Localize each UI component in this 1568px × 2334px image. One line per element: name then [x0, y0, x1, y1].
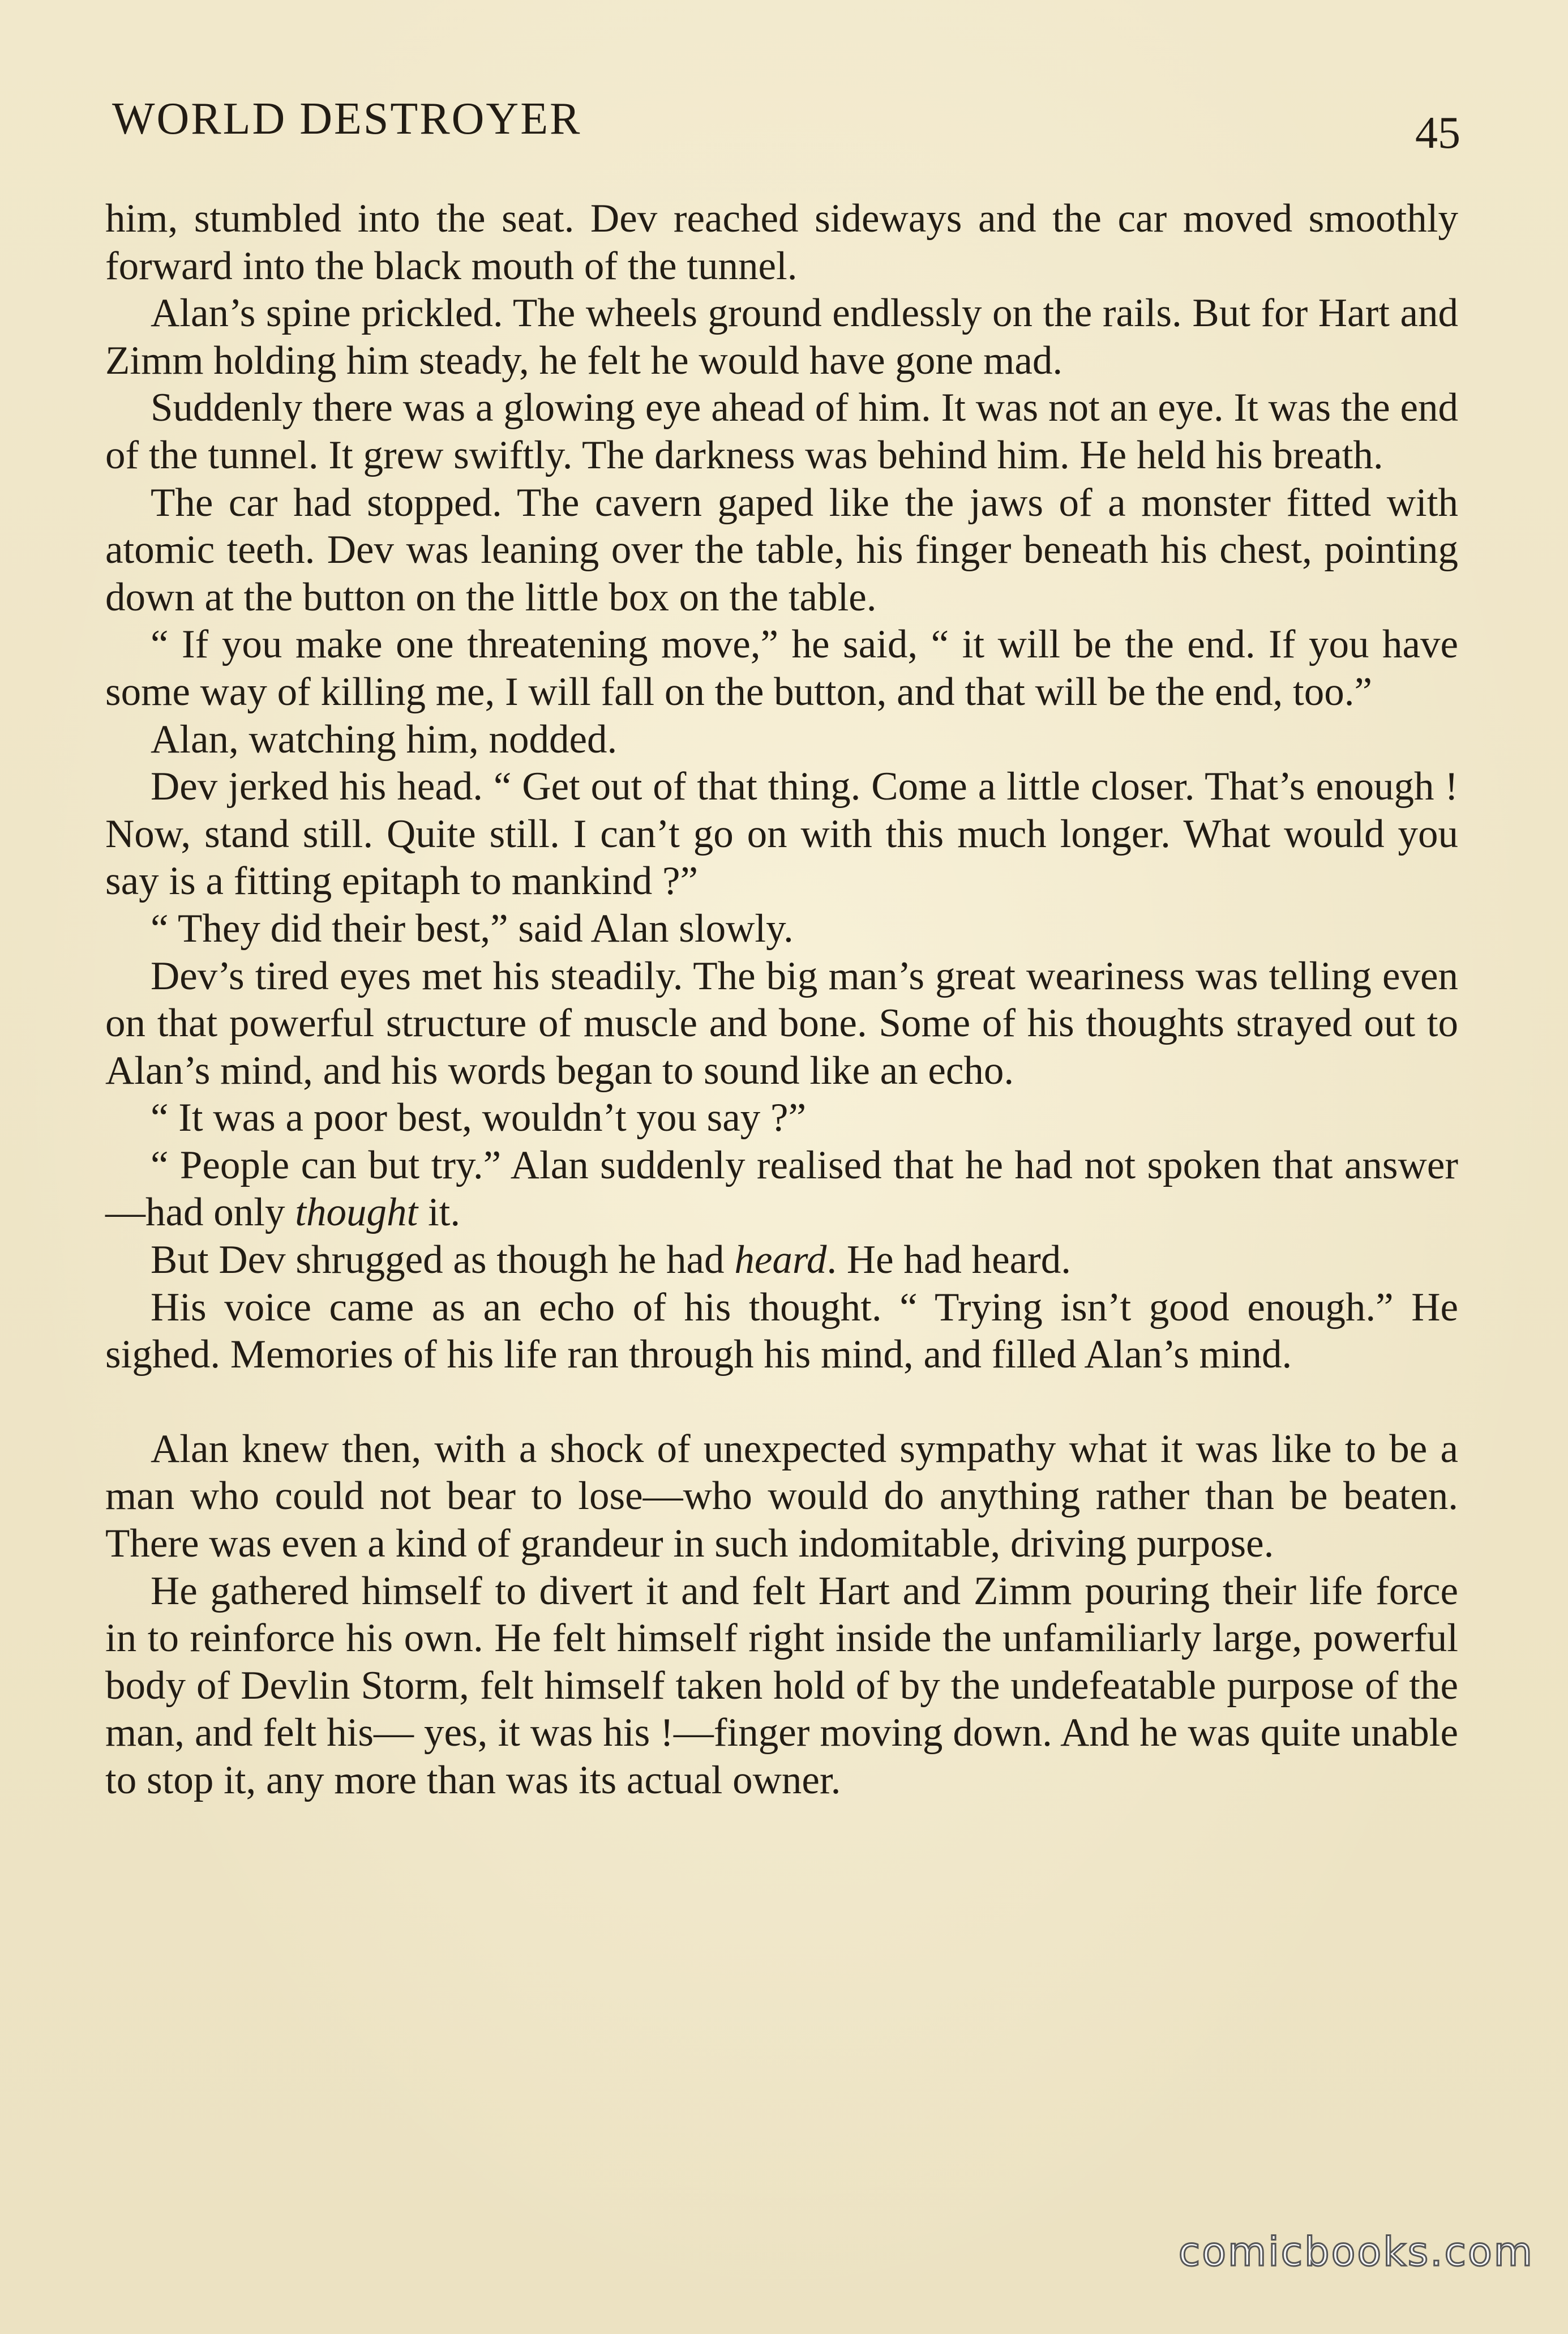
paragraph: “ They did their best,” said Alan slowly.: [151, 906, 794, 951]
paragraph: [105, 1142, 1458, 1237]
running-title: WORLD DESTROYER: [112, 94, 582, 144]
italic-word: thought: [295, 1190, 418, 1235]
paragraph: “ It was a poor best, wouldn’t you say ?”: [151, 1096, 807, 1140]
body-text: [105, 195, 1458, 1805]
paragraph: [105, 1237, 1458, 1284]
italic-word: heard: [734, 1238, 827, 1283]
paragraph: Alan, watching him, nodded.: [151, 717, 618, 762]
paragraph: His voice came as an echo of his thought. “ Trying isn’t good enough.” He sighed. Memories of his life ran through his mind, and filled Alan’s mind.: [105, 1285, 1458, 1377]
paragraph: Alan knew then, with a shock of unexpected sympathy what it was like to be a man who could not bear to lose—who would do anything rather than be beaten. There was even a kind of grandeur in such indomitable, driving purpose.: [105, 1426, 1458, 1566]
paragraph: The car had stopped. The cavern gaped like the jaws of a monster fitted with atomic teeth. Dev was leaning over the table, his finger beneath his chest, pointing down at the button on the little box on the table.: [105, 480, 1458, 619]
text-run: it.: [418, 1190, 461, 1235]
text-run: But Dev shrugged as though he had: [151, 1238, 735, 1283]
watermark: comicbooks.com: [1178, 2229, 1534, 2275]
section-break: [105, 1379, 1458, 1426]
paragraph: Alan’s spine prickled. The wheels ground endlessly on the rails. But for Hart and Zimm holding him steady, he felt he would have gone mad.: [105, 291, 1458, 383]
paragraph: “ If you make one threatening move,” he said, “ it will be the end. If you have some way of killing me, I will fall on the button, and that will be the end, too.”: [105, 622, 1458, 714]
page-number: 45: [1415, 108, 1460, 158]
paragraph: He gathered himself to divert it and felt Hart and Zimm pouring their life force in to reinforce his own. He felt himself right inside the unfamiliarly large, powerful body of Devlin Storm, felt himself taken hold of by the undefeatable purpose of the man, and felt his— yes, it was his !—finger moving down. And he was quite unable to stop it, any more than was its actual owner.: [105, 1568, 1458, 1802]
paragraph: him, stumbled into the seat. Dev reached sideways and the car moved smoothly forward into the black mouth of the tunnel.: [105, 196, 1458, 288]
paragraph: Dev jerked his head. “ Get out of that thing. Come a little closer. That’s enough ! Now, stand still. Quite still. I can’t go on with this much longer. What would you say is a fitting epitaph to mankind ?”: [105, 764, 1458, 904]
text-run: “ People can but try.” Alan suddenly realised that he had not spoken that answer—had only: [105, 1143, 1458, 1235]
paragraph: Dev’s tired eyes met his steadily. The big man’s great weariness was telling even on that powerful structure of muscle and bone. Some of his thoughts strayed out to Alan’s mind, and his words began to sound like an echo.: [105, 954, 1458, 1093]
paragraph: Suddenly there was a glowing eye ahead of him. It was not an eye. It was the end of the tunnel. It grew swiftly. The darkness was behind him. He held his breath.: [105, 386, 1458, 477]
text-run: . He had heard.: [826, 1238, 1072, 1283]
